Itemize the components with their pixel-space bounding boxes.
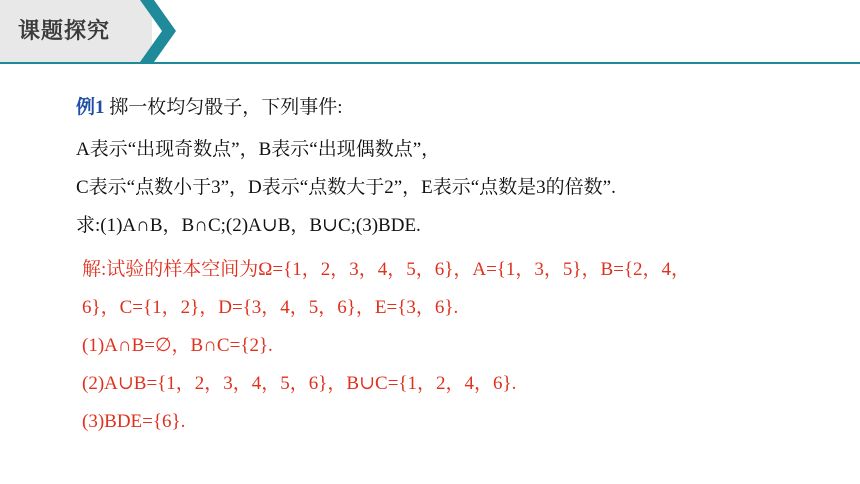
solution-line-1: 解:试验的样本空间为Ω={1，2，3，4，5，6}，A={1，3，5}，B={2，4， — [82, 259, 691, 280]
slide-title: 课题探究 — [18, 19, 111, 44]
problem-intro: 掷一枚均匀骰子，下列事件: — [104, 97, 343, 118]
solution-line-2: 6}，C={1，2}，D={3，4，5，6}，E={3，6}. — [82, 297, 459, 318]
header-divider — [0, 62, 860, 64]
problem-line-2: A表示“出现奇数点”，B表示“出现偶数点”， — [76, 139, 441, 160]
problem-line-3: C表示“点数小于3”，D表示“点数大于2”，E表示“点数是3的倍数”. — [76, 177, 616, 198]
slide-header — [0, 0, 860, 66]
chevron-right-icon — [140, 0, 180, 64]
solution-line-4: (2)A∪B={1，2，3，4，5，6}，B∪C={1，2，4，6}. — [82, 373, 517, 394]
solution-line-5: (3)BDE={6}. — [82, 411, 186, 432]
solution-line-3: (1)A∩B=∅，B∩C={2}. — [82, 335, 273, 356]
problem-intro-line — [76, 96, 343, 120]
problem-line-4: 求:(1)A∩B，B∩C;(2)A∪B，B∪C;(3)BDE. — [76, 215, 421, 236]
example-label: 例1 — [76, 97, 105, 118]
